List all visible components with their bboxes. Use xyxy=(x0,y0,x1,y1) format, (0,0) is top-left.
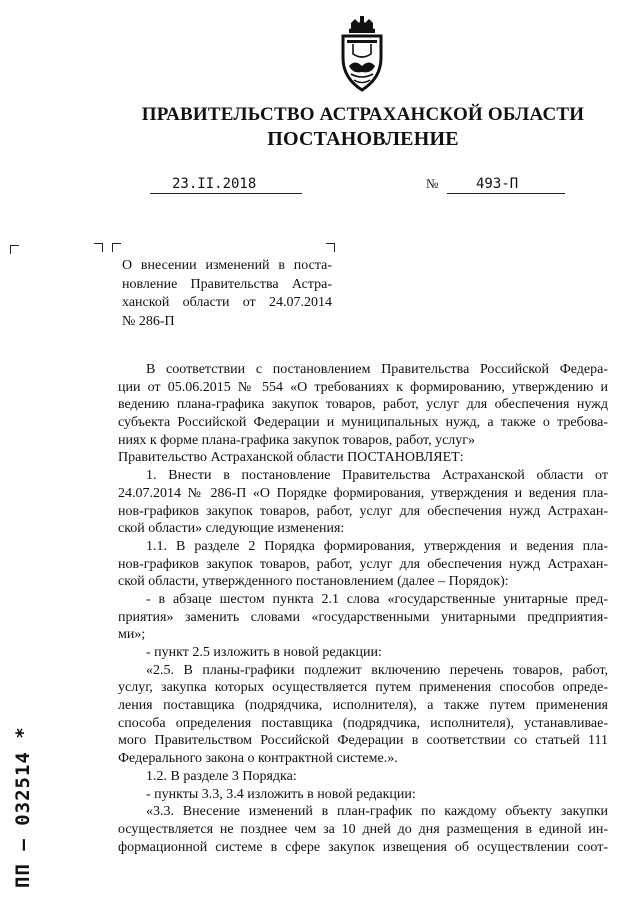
body-line: «2.5. В планы-графики подлежит включению перечень товаров, работ, xyxy=(146,662,608,678)
body-line: «3.3. Внесение изменений в план-график по каждому объекту закупки xyxy=(146,804,608,820)
body-line: Правительство Астраханской области ПОСТАНОВЛЯЕТ: xyxy=(118,450,464,466)
body-line: ской области, утвержденного постановлением (далее – Порядок): xyxy=(118,574,509,590)
body-line: субъекта Российской Федерации и муниципальных нужд, а также о требова- xyxy=(118,415,608,431)
registration-stamp: ПП – 032514 * xyxy=(12,726,34,888)
body-line: ления поставщика (подрядчика, исполнителя), а также путем применения xyxy=(118,698,608,714)
document-body xyxy=(118,361,608,856)
corner-mark xyxy=(112,243,121,252)
corner-mark xyxy=(326,243,335,252)
body-line: нов-графиков закупок товаров, работ, услуг для обеспечения нужд Астрахан- xyxy=(118,503,608,519)
body-line: формационной системе в сфере закупок извещения об осуществлении соот- xyxy=(118,839,608,855)
document-type: ПОСТАНОВЛЕНИЕ xyxy=(267,128,459,150)
document-date: 23.II.2018 xyxy=(172,176,257,192)
body-line: нов-графиков закупок товаров, работ, услуг для обеспечения нужд Астрахан- xyxy=(118,556,608,572)
body-line: ведению плана-графика закупок товаров, работ, услуг для обеспечения нужд xyxy=(118,397,608,413)
body-line: 1.2. В разделе 3 Порядка: xyxy=(146,768,297,784)
body-line: - пункты 3.3, 3.4 изложить в новой редакции: xyxy=(146,786,416,802)
subject-line: ханской области от 24.07.2014 xyxy=(122,295,332,311)
corner-mark xyxy=(94,243,103,252)
body-line: осуществляется не позднее чем за 10 дней до дня размещения в единой ин- xyxy=(118,821,608,837)
body-line: мого Правительством Российской Федерации в соответствии со статьей 111 xyxy=(118,733,608,749)
number-underline xyxy=(447,193,565,194)
body-line: способа определения поставщика (подрядчика, исполнителя), устанавливае- xyxy=(118,715,608,731)
number-sign: № xyxy=(426,176,439,191)
body-line: Федерального закона о контрактной системе.». xyxy=(118,751,398,767)
body-line: ции от 05.06.2015 № 554 «О требованиях к формированию, утверждению и xyxy=(118,379,608,395)
body-line: ниях к форме плана-графика закупок товаров, работ, услуг» xyxy=(118,432,476,448)
subject-line: новление Правительства Астра- xyxy=(122,276,332,292)
body-line: 1. Внести в постановление Правительства Астраханской области от xyxy=(146,468,608,484)
body-line: 1.1. В разделе 2 Порядка формирования, утверждения и ведения пла- xyxy=(146,538,608,554)
document-subject xyxy=(122,257,332,331)
body-line: ми»; xyxy=(118,627,146,643)
corner-mark xyxy=(10,245,19,254)
subject-line: № 286-П xyxy=(122,313,175,329)
body-line: 24.07.2014 № 286-П «О Порядке формирования, утверждения и ведения пла- xyxy=(118,485,608,501)
government-title: ПРАВИТЕЛЬСТВО АСТРАХАНСКОЙ ОБЛАСТИ xyxy=(141,104,585,125)
date-underline xyxy=(150,193,302,194)
document-number: 493-П xyxy=(476,176,519,192)
astrakhan-coat-of-arms-icon xyxy=(337,14,387,96)
subject-line: О внесении изменений в поста- xyxy=(122,258,332,273)
body-line: ской области» следующие изменения: xyxy=(118,521,345,537)
body-line: В соответствии с постановлением Правительства Российской Федера- xyxy=(146,362,608,377)
body-line: - в абзаце шестом пункта 2.1 слова «государственные унитарные пред- xyxy=(146,591,608,607)
body-line: приятия» заменить словами «государственными унитарными предприятия- xyxy=(118,609,608,625)
body-line: услуг, закупка которых осуществляется путем применения способов опреде- xyxy=(118,680,608,696)
body-line: - пункт 2.5 изложить в новой редакции: xyxy=(146,645,382,660)
